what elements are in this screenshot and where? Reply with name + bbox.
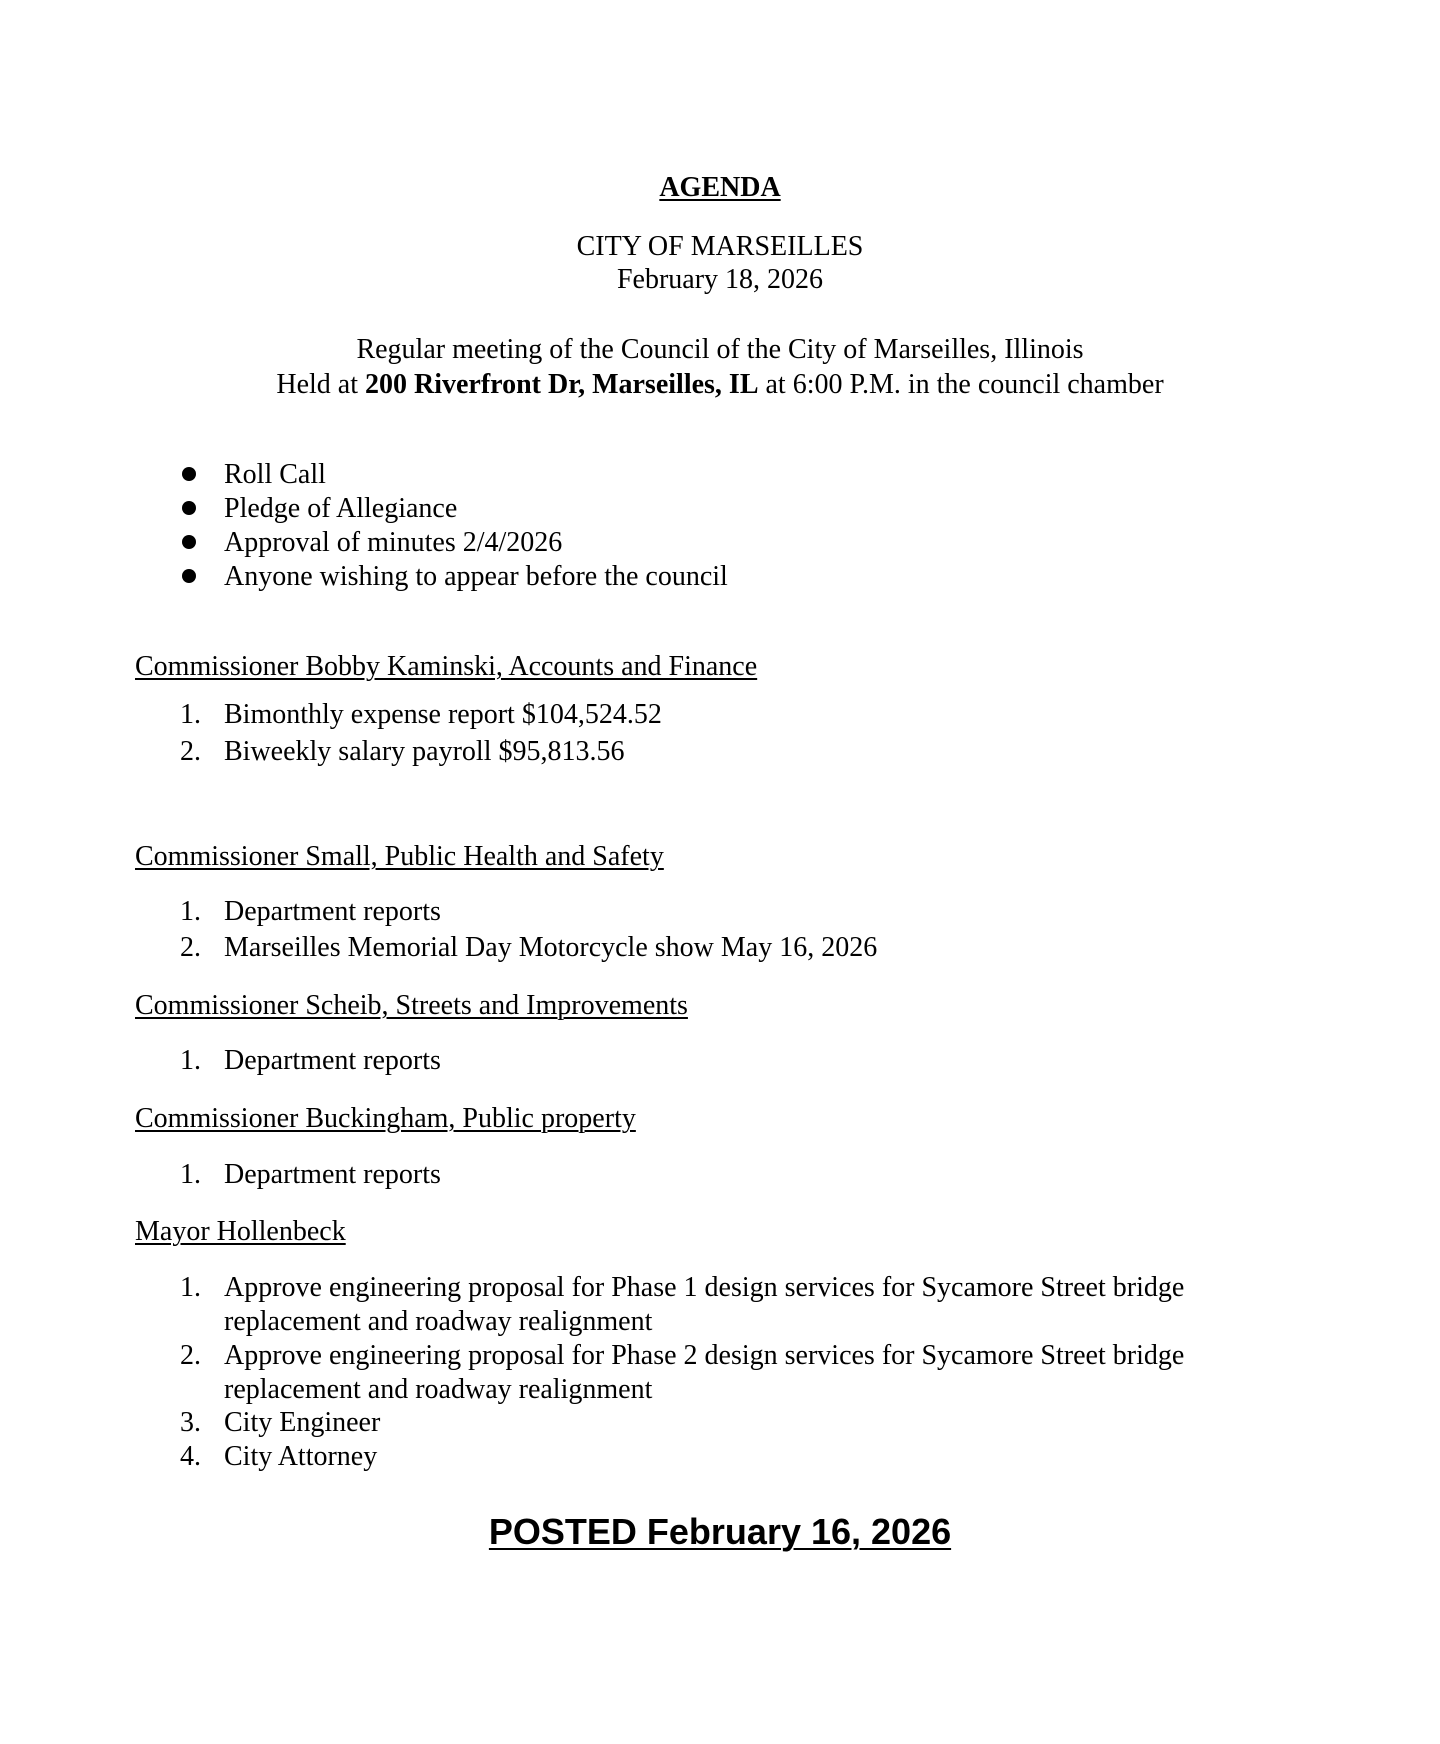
- list-item-continuation: replacement and roadway realignment: [224, 1374, 653, 1405]
- city-name: CITY OF MARSEILLES: [576, 231, 864, 262]
- bullet-icon: [182, 535, 196, 549]
- list-item-text: City Attorney: [224, 1441, 378, 1472]
- location-suffix: at 6:00 P.M. in the council chamber: [758, 369, 1164, 400]
- item-number: 1.: [180, 1272, 201, 1303]
- posted-date: POSTED February 16, 2026: [488, 1511, 952, 1552]
- item-number: 1.: [180, 699, 201, 730]
- section-heading: Commissioner Bobby Kaminski, Accounts and Finance: [135, 651, 758, 682]
- item-number: 1.: [180, 1045, 201, 1076]
- meeting-location: [0, 368, 1440, 402]
- item-number: 2.: [180, 736, 201, 767]
- list-item-continuation: replacement and roadway realignment: [224, 1306, 653, 1337]
- item-number: 2.: [180, 932, 201, 963]
- list-item-text: Department reports: [224, 896, 441, 927]
- location-address: 200 Riverfront Dr, Marseilles, IL: [365, 369, 759, 400]
- section-heading: Commissioner Buckingham, Public property: [135, 1103, 636, 1134]
- list-item-text: Anyone wishing to appear before the council: [224, 561, 728, 592]
- meeting-date: February 18, 2026: [616, 264, 824, 295]
- list-item-text: City Engineer: [224, 1407, 381, 1438]
- bullet-icon: [182, 569, 196, 583]
- list-item-text: Bimonthly expense report $104,524.52: [224, 699, 662, 730]
- item-number: 1.: [180, 1159, 201, 1190]
- list-item-text: Approval of minutes 2/4/2026: [224, 527, 563, 558]
- list-item-text: Department reports: [224, 1045, 441, 1076]
- list-item-text: Approve engineering proposal for Phase 1 design services for Sycamore Street bridge: [224, 1272, 1185, 1303]
- bullet-icon: [182, 467, 196, 481]
- item-number: 2.: [180, 1340, 201, 1371]
- item-number: 4.: [180, 1441, 201, 1472]
- item-number: 1.: [180, 896, 201, 927]
- section-heading: Commissioner Scheib, Streets and Improvements: [135, 990, 688, 1021]
- item-number: 3.: [180, 1407, 201, 1438]
- list-item-text: Biweekly salary payroll $95,813.56: [224, 736, 625, 767]
- list-item-text: Approve engineering proposal for Phase 2 design services for Sycamore Street bridge: [224, 1340, 1185, 1371]
- section-heading: Commissioner Small, Public Health and Safety: [135, 841, 664, 872]
- meeting-description: Regular meeting of the Council of the City of Marseilles, Illinois: [356, 334, 1084, 365]
- list-item-text: Roll Call: [224, 459, 326, 490]
- agenda-title: AGENDA: [659, 172, 781, 203]
- section-heading: Mayor Hollenbeck: [135, 1216, 346, 1247]
- list-item-text: Marseilles Memorial Day Motorcycle show May 16, 2026: [224, 932, 878, 963]
- location-prefix: Held at: [276, 369, 365, 400]
- list-item-text: Pledge of Allegiance: [224, 493, 458, 524]
- list-item-text: Department reports: [224, 1159, 441, 1190]
- bullet-icon: [182, 501, 196, 515]
